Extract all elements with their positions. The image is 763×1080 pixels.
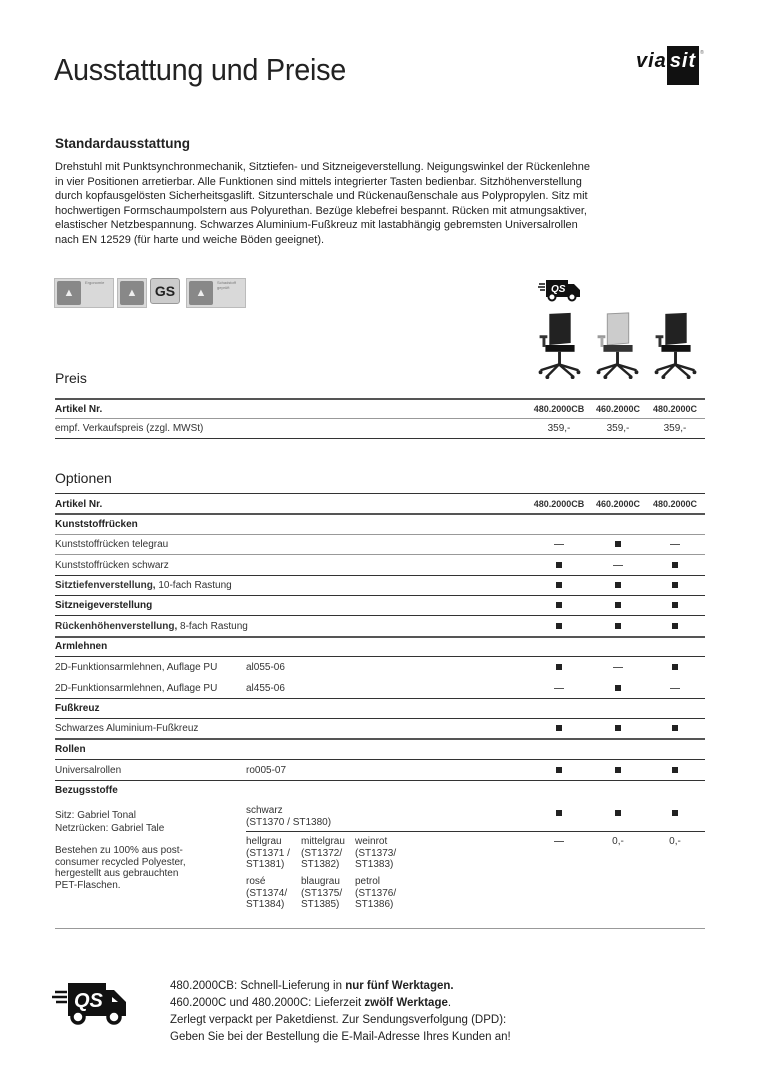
available-square bbox=[615, 602, 621, 608]
option-label: Sitzneigeverstellung bbox=[55, 600, 153, 611]
available-square bbox=[672, 810, 678, 816]
fabric-sitz-label: Sitz: Gabriel Tonal bbox=[55, 810, 136, 821]
cert-gs bbox=[117, 278, 180, 308]
option-label-bold: Sitztiefenverstellung, bbox=[55, 580, 156, 591]
available-square bbox=[556, 602, 562, 608]
option-label: Kunststoffrücken telegrau bbox=[55, 539, 169, 550]
available-square bbox=[556, 810, 562, 816]
delivery-info bbox=[170, 978, 511, 1046]
price-value: 359,- bbox=[663, 423, 687, 434]
desc-line: nach EN 12529 (für harte und weiche Böden geeignet). bbox=[55, 233, 325, 246]
available-square bbox=[556, 582, 562, 588]
tuv-icon bbox=[57, 281, 81, 305]
not-available-dash bbox=[613, 667, 623, 668]
fabric-name: blaugrau bbox=[301, 876, 340, 887]
text-bold: nur fünf Werktagen. bbox=[345, 980, 454, 992]
cert-label: Ergonomie bbox=[85, 280, 105, 285]
not-available-dash bbox=[554, 544, 564, 545]
desc-line: elastischer Netzbespannung. Schwarzes Aluminium-Fußkreuz mit lastabhängig gebremsten Universalrollen bbox=[55, 219, 578, 232]
desc-line: in vier Positionen arretierbar. Alle Funktionen sind mittels integrierter Tasten bedienbar. Sitzhöhenverstellung bbox=[55, 175, 582, 188]
fabric-mittelgrau bbox=[301, 836, 345, 871]
fabric-weinrot bbox=[355, 836, 396, 871]
col-header: 480.2000CB bbox=[533, 404, 585, 414]
standard-heading: Standardausstattung bbox=[55, 136, 191, 151]
delivery-line-3: Zerlegt verpackt per Paketdienst. Zur Sendungsverfolgung (DPD): bbox=[170, 1014, 507, 1026]
option-label: 2D-Funktionsarmlehnen, Auflage PU bbox=[55, 683, 218, 694]
tuv-icon bbox=[120, 281, 144, 305]
fabric-surcharge: 0,- bbox=[669, 836, 681, 847]
price-value: 359,- bbox=[547, 423, 571, 434]
viasit-logo bbox=[636, 46, 704, 82]
group-label: Fußkreuz bbox=[55, 703, 100, 714]
fabric-name: rosé bbox=[246, 876, 266, 887]
option-label: Universalrollen bbox=[55, 765, 122, 776]
note-line: hergestellt aus gebrauchten bbox=[55, 868, 179, 879]
tuv-icon bbox=[189, 281, 213, 305]
not-available-dash bbox=[613, 565, 623, 566]
fabric-surcharge: 0,- bbox=[612, 836, 624, 847]
chair-460-2000C-image bbox=[593, 310, 643, 380]
available-square bbox=[672, 725, 678, 731]
fabric-blaugrau bbox=[301, 876, 342, 911]
col-header: 480.2000C bbox=[652, 499, 698, 509]
available-square bbox=[556, 562, 562, 568]
option-label-detail: 8-fach Rastung bbox=[177, 621, 248, 632]
group-label: Kunststoffrücken bbox=[55, 519, 138, 530]
cert-ergonomie bbox=[54, 278, 114, 308]
fabric-code: ST1381) bbox=[246, 859, 285, 870]
fabric-name: hellgrau bbox=[246, 836, 282, 847]
svg-text:QS: QS bbox=[551, 284, 566, 295]
option-label: Kunststoffrücken schwarz bbox=[55, 560, 169, 571]
delivery-line-2 bbox=[170, 995, 511, 1012]
fabric-code: (ST1372/ bbox=[301, 847, 343, 859]
fabric-code: ST1384) bbox=[246, 899, 285, 910]
available-square bbox=[615, 685, 621, 691]
not-available-dash bbox=[670, 688, 680, 689]
option-label: Schwarzes Aluminium-Fußkreuz bbox=[55, 723, 199, 734]
col-header: 460.2000C bbox=[595, 404, 641, 414]
option-label-detail: 10-fach Rastung bbox=[155, 580, 232, 591]
text: 460.2000C und 480.2000C: Lieferzeit bbox=[170, 997, 365, 1009]
price-value: 359,- bbox=[606, 423, 630, 434]
fabric-name: mittelgrau bbox=[301, 836, 345, 847]
available-square bbox=[615, 541, 621, 547]
cert-label: Schadstoff geprüft bbox=[217, 280, 236, 290]
artikel-nr-label: Artikel Nr. bbox=[55, 499, 103, 510]
not-available-dash bbox=[554, 841, 564, 842]
logo-registered: ® bbox=[700, 50, 704, 56]
fabric-code: (ST1374/ bbox=[246, 887, 288, 899]
logo-text-via: via bbox=[636, 50, 667, 72]
option-label: 2D-Funktionsarmlehnen, Auflage PU bbox=[55, 662, 218, 673]
qs-delivery-truck-large-icon bbox=[52, 980, 130, 1026]
available-square bbox=[672, 664, 678, 670]
note-line: consumer recycled Polyester, bbox=[55, 856, 186, 868]
fabric-code: ST1382) bbox=[301, 859, 340, 870]
logo-text-sit: sit bbox=[667, 46, 699, 85]
note-line: PET-Flaschen. bbox=[55, 879, 121, 891]
available-square bbox=[672, 767, 678, 773]
not-available-dash bbox=[554, 688, 564, 689]
delivery-line-1 bbox=[170, 978, 511, 995]
fabric-petrol bbox=[355, 876, 396, 911]
preis-heading: Preis bbox=[55, 370, 87, 386]
group-label: Rollen bbox=[55, 744, 86, 755]
desc-line: hochwertigen Formschaumpolstern aus Polyurethan. Bezüge klebefrei bespannt. Rücken mit atmungsaktiver, bbox=[55, 204, 587, 217]
available-square bbox=[672, 602, 678, 608]
available-square bbox=[556, 664, 562, 670]
available-square bbox=[556, 623, 562, 629]
col-header: 480.2000CB bbox=[533, 499, 585, 509]
fabric-code: (ST1370 / ST1380) bbox=[246, 816, 332, 828]
fabric-code: ST1385) bbox=[301, 899, 340, 910]
svg-text:QS: QS bbox=[74, 990, 103, 1012]
available-square bbox=[672, 582, 678, 588]
qs-delivery-truck-icon bbox=[538, 278, 582, 302]
price-label: empf. Verkaufspreis (zzgl. MWSt) bbox=[55, 423, 204, 434]
group-label: Bezugsstoffe bbox=[55, 785, 118, 796]
available-square bbox=[615, 810, 621, 816]
fabric-hellgrau bbox=[246, 836, 290, 871]
fabric-name: petrol bbox=[355, 876, 381, 887]
available-square bbox=[615, 582, 621, 588]
text: 480.2000CB: Schnell-Lieferung in bbox=[170, 980, 346, 992]
chair-480-2000CB-image bbox=[535, 310, 585, 380]
optionen-heading: Optionen bbox=[55, 470, 112, 486]
available-square bbox=[615, 623, 621, 629]
option-code: al455-06 bbox=[246, 683, 285, 694]
delivery-line-4: Geben Sie bei der Bestellung die E-Mail-Adresse Ihres Kunden an! bbox=[170, 1031, 511, 1043]
text-bold: zwölf Werktage bbox=[364, 997, 448, 1009]
chair-480-2000C-image bbox=[651, 310, 701, 380]
fabric-code: ST1383) bbox=[355, 859, 394, 870]
option-code: al055-06 bbox=[246, 662, 285, 673]
fabric-rose bbox=[246, 876, 287, 911]
option-label-bold: Rückenhöhenverstellung, bbox=[55, 621, 178, 632]
available-square bbox=[672, 562, 678, 568]
fabric-code: ST1386) bbox=[355, 899, 394, 910]
fabric-code: (ST1373/ bbox=[355, 847, 397, 859]
artikel-nr-label: Artikel Nr. bbox=[55, 404, 103, 415]
available-square bbox=[615, 725, 621, 731]
fabric-code: (ST1375/ bbox=[301, 887, 343, 899]
text: . bbox=[447, 997, 452, 1009]
cert-schadstoff bbox=[186, 278, 246, 308]
col-header: 460.2000C bbox=[595, 499, 641, 509]
note-line: Bestehen zu 100% aus post- bbox=[55, 845, 183, 856]
available-square bbox=[556, 767, 562, 773]
gs-mark-icon: GS bbox=[150, 278, 180, 304]
fabric-name: weinrot bbox=[355, 836, 388, 847]
fabric-name: schwarz bbox=[246, 805, 283, 816]
not-available-dash bbox=[670, 544, 680, 545]
desc-line: Drehstuhl mit Punktsynchronmechanik, Sitztiefen- und Sitzneigeverstellung. Neigungswinkel der Rückenlehne bbox=[55, 161, 591, 173]
desc-line: durch kopfausgelösten Sicherheitsgaslift. Sitzunterschale und Rückenaußenschale aus Polypropylen. Sitz mit bbox=[55, 190, 588, 203]
available-square bbox=[556, 725, 562, 731]
option-code: ro005-07 bbox=[246, 765, 287, 776]
group-label: Armlehnen bbox=[55, 641, 108, 652]
fabric-code: (ST1371 / bbox=[246, 847, 290, 859]
available-square bbox=[615, 767, 621, 773]
col-header: 480.2000C bbox=[652, 404, 698, 414]
standard-description bbox=[55, 160, 595, 248]
page-title: Ausstattung und Preise bbox=[54, 52, 346, 87]
fabric-netz-label: Netzrücken: Gabriel Tale bbox=[55, 822, 165, 834]
available-square bbox=[672, 623, 678, 629]
fabric-code: (ST1376/ bbox=[355, 887, 397, 899]
